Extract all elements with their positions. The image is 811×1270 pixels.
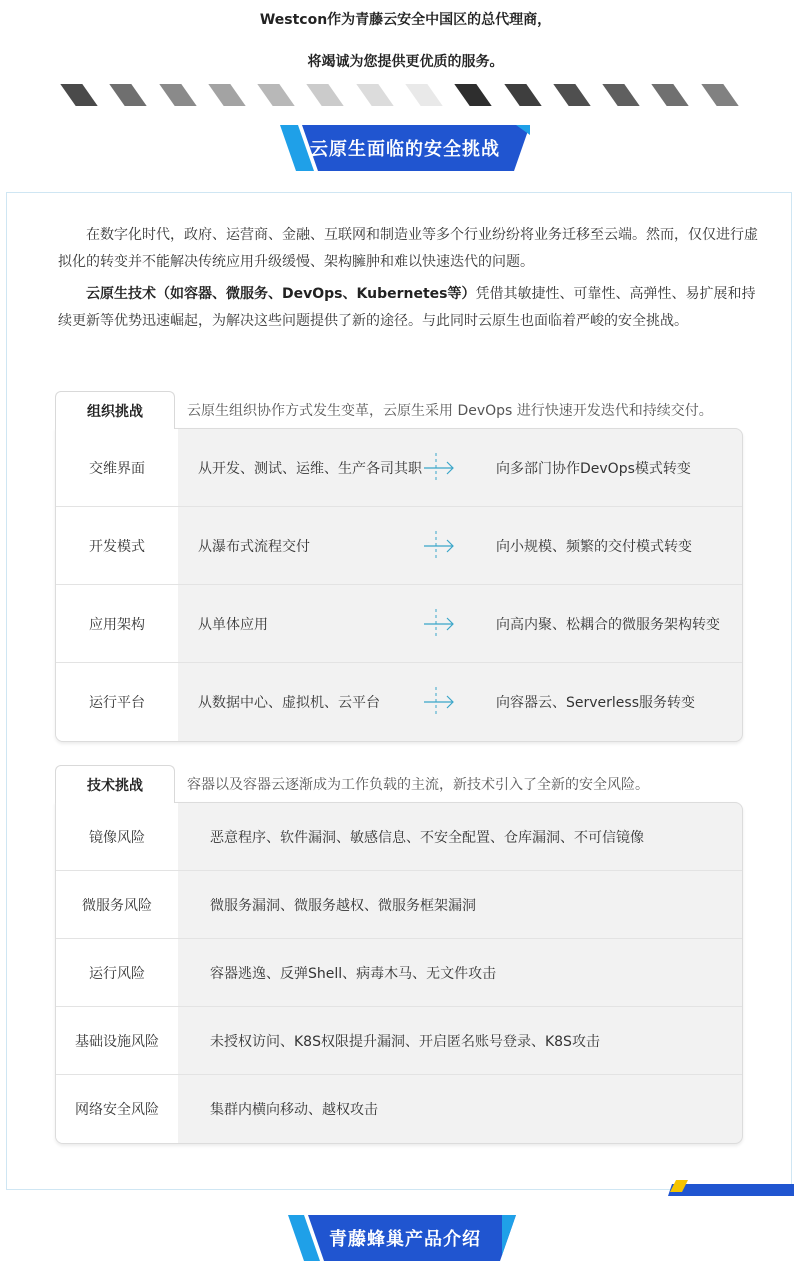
section-banner bbox=[280, 1215, 530, 1261]
stripe bbox=[60, 84, 97, 106]
row-label: 交维界面 bbox=[56, 429, 178, 506]
stripe bbox=[652, 84, 689, 106]
row-label: 基础设施风险 bbox=[56, 1007, 178, 1074]
table-row bbox=[56, 1075, 742, 1143]
table-row bbox=[56, 871, 742, 939]
table-row bbox=[56, 803, 742, 871]
org-challenge-desc: 云原生组织协作方式发生变革，云原生采用 DevOps 进行快速开发迭代和持续交付。 bbox=[187, 403, 713, 419]
row-value: 容器逃逸、反弹Shell、病毒木马、无文件攻击 bbox=[210, 965, 497, 982]
row-value: 微服务漏洞、微服务越权、微服务框架漏洞 bbox=[210, 897, 476, 914]
stripe bbox=[405, 84, 442, 106]
stripe bbox=[257, 84, 294, 106]
row-label: 镜像风险 bbox=[56, 803, 178, 870]
stripe-divider bbox=[60, 84, 750, 106]
intro-line-1: Westcon作为青藤云安全中国区的总代理商， bbox=[259, 12, 552, 28]
section-title: 青藤蜂巢产品介绍 bbox=[329, 1229, 481, 1250]
stripe bbox=[455, 84, 492, 106]
row-label: 运行风险 bbox=[56, 939, 178, 1006]
stripe bbox=[553, 84, 590, 106]
table-row bbox=[56, 507, 742, 585]
table-row bbox=[56, 939, 742, 1007]
row-value: 集群内横向移动、越权攻击 bbox=[210, 1102, 378, 1118]
row-label: 开发模式 bbox=[56, 507, 178, 584]
stripe bbox=[504, 84, 541, 106]
row-value: 恶意程序、软件漏洞、敏感信息、不安全配置、仓库漏洞、不可信镜像 bbox=[210, 829, 644, 846]
arrow-right-icon bbox=[422, 452, 456, 484]
row-from: 从开发、测试、运维、生产各司其职 bbox=[198, 460, 422, 477]
row-label: 网络安全风险 bbox=[56, 1075, 178, 1143]
table-row bbox=[56, 429, 742, 507]
stripe bbox=[110, 84, 147, 106]
row-from: 从瀑布式流程交付 bbox=[198, 538, 310, 555]
row-label: 微服务风险 bbox=[56, 871, 178, 938]
section-banner bbox=[280, 125, 530, 171]
arrow-right-icon bbox=[422, 530, 456, 562]
stripe bbox=[356, 84, 393, 106]
intro-paragraph: 在数字化时代，政府、运营商、金融、互联网和制造业等多个行业纷纷将业务迁移至云端。然而，仅仅进行虚拟化的转变并不能解决传统应用升级缓慢、架构臃肿和难以快速迭代的问题。 bbox=[58, 227, 758, 270]
table-row bbox=[56, 585, 742, 663]
org-challenge-tab: 组织挑战 bbox=[55, 391, 175, 429]
stripe bbox=[701, 84, 738, 106]
row-label: 运行平台 bbox=[56, 663, 178, 741]
cloud-native-paragraph bbox=[58, 281, 768, 335]
stripe bbox=[602, 84, 639, 106]
arrow-right-icon bbox=[422, 686, 456, 718]
arrow-right-icon bbox=[422, 608, 456, 640]
tech-challenge-desc: 容器以及容器云逐渐成为工作负载的主流，新技术引入了全新的安全风险。 bbox=[187, 777, 649, 793]
row-to: 向容器云、Serverless服务转变 bbox=[496, 695, 696, 711]
cloud-native-text: 凭借其敏捷性、可靠性、高弹性、易扩展和持续更新等优势迅速崛起，为解决这些问题提供了新的途径。与此同时云原生也面临着严峻的安全挑战。 bbox=[58, 286, 756, 329]
tech-challenge-tab: 技术挑战 bbox=[55, 765, 175, 803]
stripe bbox=[307, 84, 344, 106]
org-challenge-table bbox=[55, 428, 743, 742]
row-to: 向高内聚、松耦合的微服务架构转变 bbox=[496, 616, 720, 633]
cloud-native-highlight: 云原生技术（如容器、微服务、DevOps、Kubernetes等） bbox=[86, 286, 476, 302]
row-to: 向小规模、频繁的交付模式转变 bbox=[496, 538, 692, 555]
row-from: 从数据中心、虚拟机、云平台 bbox=[198, 695, 380, 711]
row-to: 向多部门协作DevOps模式转变 bbox=[496, 460, 691, 477]
intro-line-2: 将竭诚为您提供更优质的服务。 bbox=[307, 54, 504, 70]
row-value: 未授权访问、K8S权限提升漏洞、开启匿名账号登录、K8S攻击 bbox=[210, 1033, 600, 1050]
row-from: 从单体应用 bbox=[198, 616, 268, 633]
stripe bbox=[159, 84, 196, 106]
stripe bbox=[208, 84, 245, 106]
table-row bbox=[56, 1007, 742, 1075]
tech-challenge-table bbox=[55, 802, 743, 1144]
accent-decoration bbox=[668, 1180, 794, 1196]
row-label: 应用架构 bbox=[56, 585, 178, 662]
section-title: 云原生面临的安全挑战 bbox=[310, 139, 500, 160]
table-row bbox=[56, 663, 742, 741]
